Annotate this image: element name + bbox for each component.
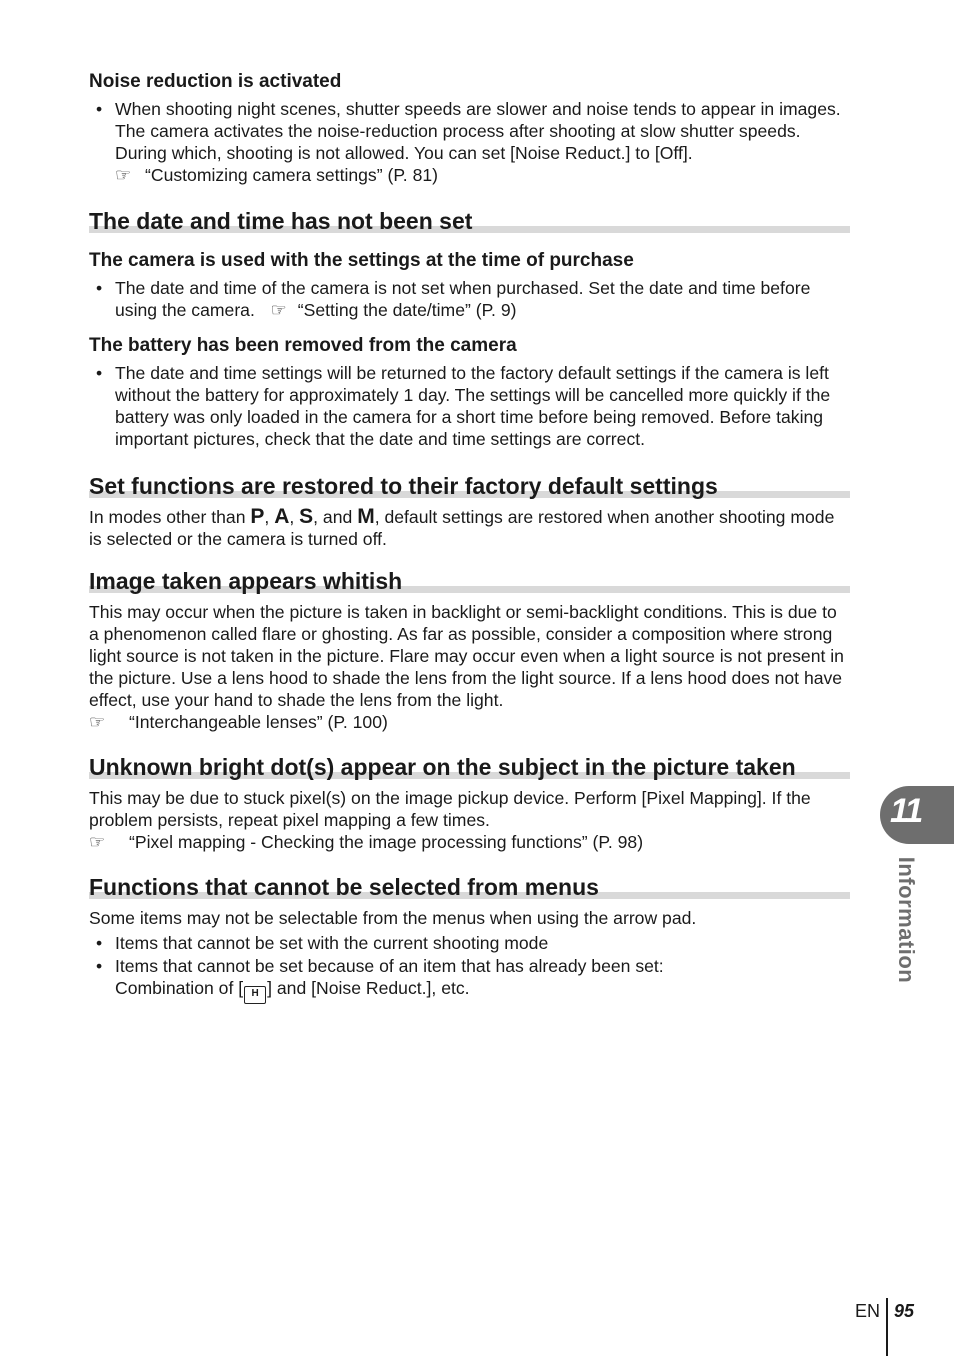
section-heading [89, 472, 850, 500]
menus-paragraph: Some items may not be selectable from the menus when using the arrow pad. [89, 908, 697, 928]
heading-text: The date and time has not been set [89, 208, 473, 234]
heading-text: Functions that cannot be selected from menus [89, 874, 599, 900]
noise-section [89, 70, 850, 186]
heading-text: Unknown bright dot(s) appear on the subject in the picture taken [89, 754, 796, 780]
sequential-shooting-high-icon: H [244, 986, 266, 1004]
menus-bullets [89, 932, 850, 1004]
page-number: 95 [894, 1301, 915, 1321]
factory-section [89, 472, 850, 550]
bullet-dot: • [96, 99, 103, 119]
bullet-continuation [115, 977, 850, 1004]
mode-p-icon: P [250, 505, 265, 528]
text-run: Combination of [ [115, 978, 244, 998]
reference-text: “Customizing camera settings” (P. 81) [145, 165, 439, 185]
chapter-number: 11 [890, 792, 922, 830]
date-subheading-purchase: The camera is used with the settings at the time of purchase [89, 250, 634, 271]
cross-reference [89, 831, 850, 853]
mode-a-icon: A [274, 505, 290, 528]
reference-text: “Interchangeable lenses” (P. 100) [129, 712, 388, 732]
reference-icon: ☞ [115, 165, 132, 185]
page-content [89, 70, 850, 1004]
reference-icon: ☞ [89, 832, 106, 852]
heading-text: Set functions are restored to their factory default settings [89, 473, 718, 499]
date-subheading-battery: The battery has been removed from the camera [89, 335, 517, 356]
reference-text: “Pixel mapping - Checking the image processing functions” (P. 98) [129, 832, 644, 852]
dots-section [89, 753, 850, 853]
cross-reference [89, 711, 850, 733]
text-run: , default settings are restored when another shooting mode is selected or the camera is turned off. [89, 507, 835, 549]
factory-paragraph [89, 506, 850, 550]
date-section [89, 207, 850, 450]
reference-icon: ☞ [89, 712, 106, 732]
whitish-section [89, 567, 850, 733]
dots-paragraph: This may be due to stuck pixel(s) on the image pickup device. Perform [Pixel Mapping]. If the problem persists, repeat pixel mapping a few times. [89, 788, 811, 830]
chapter-label: Information [894, 856, 919, 984]
text-run: , [264, 507, 275, 527]
list-item [89, 955, 850, 1004]
bullet-dot: • [96, 363, 103, 383]
mode-s-icon: S [299, 505, 314, 528]
bullet-text: The date and time settings will be returned to the factory default settings if the camera is left without the battery for approximately 1 day. The settings will be cancelled more quickly if the battery was only loaded in the camera for a short time before being removed. Before taking important pictures, check that the date and time settings are correct. [115, 363, 831, 449]
whitish-paragraph: This may occur when the picture is taken in backlight or semi-backlight conditions. This is due to a phenomenon called flare or ghosting. As far as possible, consider a composition where strong light source is not taken in the picture. Flare may occur even when a light source is not present in the picture. Use a lens hood to shade the lens from the light source. If a lens hood does not have effect, use your hand to shade the lens from the light. [89, 602, 844, 710]
noise-bullets [89, 98, 850, 186]
cross-reference [260, 300, 517, 320]
text-run: In modes other than [89, 507, 251, 527]
bullet-dot: • [96, 278, 103, 298]
list-item [89, 362, 850, 450]
bullet-dot: • [96, 933, 103, 953]
section-heading [89, 567, 850, 595]
bullet-text: Items that cannot be set with the current shooting mode [115, 933, 549, 953]
section-heading [89, 207, 850, 235]
heading-text: Image taken appears whitish [89, 568, 403, 594]
bullet-dot: • [96, 956, 103, 976]
footer-language: EN [855, 1301, 881, 1321]
list-item [89, 932, 850, 954]
date-bullets-2 [89, 362, 850, 450]
reference-text: “Setting the date/time” (P. 9) [297, 300, 517, 320]
section-heading [89, 753, 850, 781]
noise-subheading: Noise reduction is activated [89, 71, 342, 92]
bullet-text: Items that cannot be set because of an item that has already been set: [115, 956, 664, 976]
footer-divider [886, 1298, 888, 1356]
section-heading [89, 873, 850, 901]
text-run: , and [313, 507, 358, 527]
date-bullets-1 [89, 277, 850, 321]
list-item [89, 98, 850, 186]
menus-section [89, 873, 850, 1004]
text-run: ] and [Noise Reduct.], etc. [267, 978, 470, 998]
list-item [89, 277, 850, 321]
cross-reference [115, 164, 850, 186]
text-run: , [289, 507, 300, 527]
mode-m-icon: M [357, 505, 375, 528]
bullet-text: The date and time of the camera is not set when purchased. Set the date and time before using the camera. [115, 278, 811, 320]
reference-icon: ☞ [270, 300, 287, 320]
bullet-text: When shooting night scenes, shutter speeds are slower and noise tends to appear in images. The camera activates the noise-reduction process after shooting at slow shutter speeds. During which, shooting is not allowed. You can set [Noise Reduct.] to [Off]. [115, 99, 841, 163]
